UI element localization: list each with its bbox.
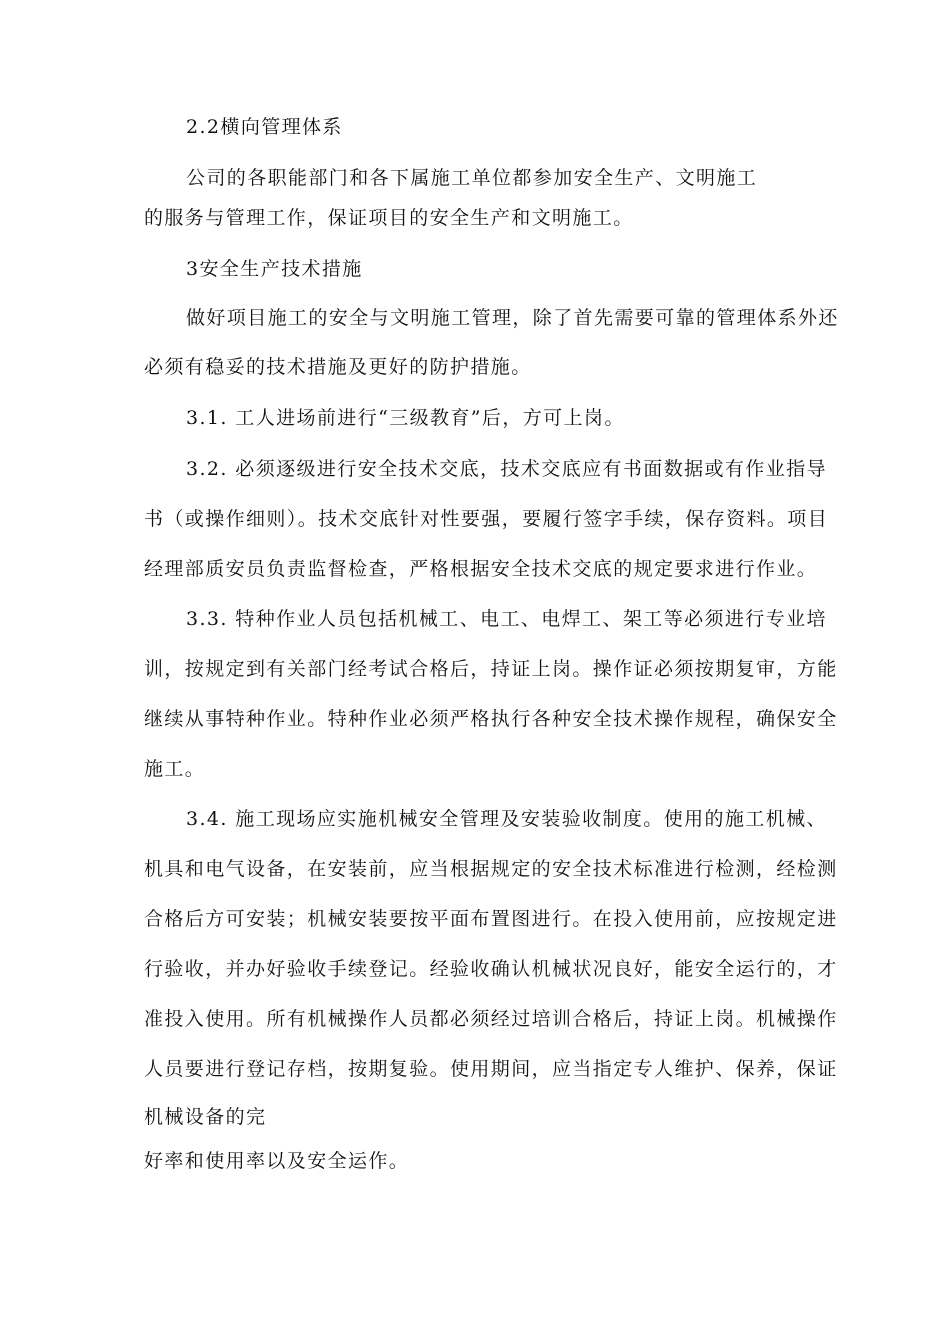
paragraph-line: 机械设备的完 <box>144 1106 267 1128</box>
paragraph-line: 继续从事特种作业。特种作业必须严格执行各种安全技术操作规程，确保安全 <box>144 708 838 730</box>
paragraph-line: 的服务与管理工作，保证项目的安全生产和文明施工。 <box>144 207 634 229</box>
paragraph-line: 必须有稳妥的技术措施及更好的防护措施。 <box>144 356 532 378</box>
paragraph-line: 好率和使用率以及安全运作。 <box>144 1150 410 1172</box>
paragraph-line: 3.1. 工人进场前进行“三级教育”后，方可上岗。 <box>186 407 625 429</box>
paragraph-line: 3.4. 施工现场应实施机械安全管理及安装验收制度。使用的施工机械、 <box>186 808 827 830</box>
paragraph-line: 机具和电气设备，在安装前，应当根据规定的安全技术标准进行检测，经检测 <box>144 858 838 880</box>
paragraph-line: 3.2. 必须逐级进行安全技术交底，技术交底应有书面数据或有作业指导 <box>186 458 827 480</box>
paragraph-line: 合格后方可安装；机械安装要按平面布置图进行。在投入使用前，应按规定进 <box>144 908 838 930</box>
paragraph-line: 经理部质安员负责监督检查，严格根据安全技术交底的规定要求进行作业。 <box>144 558 818 580</box>
section-heading-2-2: 2.2横向管理体系 <box>186 116 343 138</box>
paragraph-line: 施工。 <box>144 758 206 780</box>
paragraph-line: 准投入使用。所有机械操作人员都必须经过培训合格后，持证上岗。机械操作 <box>144 1008 838 1030</box>
paragraph-line: 书（或操作细则）。技术交底针对性要强，要履行签字手续，保存资料。项目 <box>144 508 829 530</box>
section-heading-3: 3安全生产技术措施 <box>186 258 363 280</box>
paragraph-line: 训，按规定到有关部门经考试合格后，持证上岗。操作证必须按期复审，方能 <box>144 658 838 680</box>
paragraph-line: 做好项目施工的安全与文明施工管理，除了首先需要可靠的管理体系外还 <box>186 307 839 329</box>
paragraph-line: 行验收，并办好验收手续登记。经验收确认机械状况良好，能安全运行的，才 <box>144 958 838 980</box>
paragraph-line: 3.3. 特种作业人员包括机械工、电工、电焊工、架工等必须进行专业培 <box>186 608 827 630</box>
paragraph-line: 人员要进行登记存档，按期复验。使用期间，应当指定专人维护、保养，保证 <box>144 1058 838 1080</box>
paragraph-line: 公司的各职能部门和各下属施工单位都参加安全生产、文明施工 <box>186 167 758 189</box>
